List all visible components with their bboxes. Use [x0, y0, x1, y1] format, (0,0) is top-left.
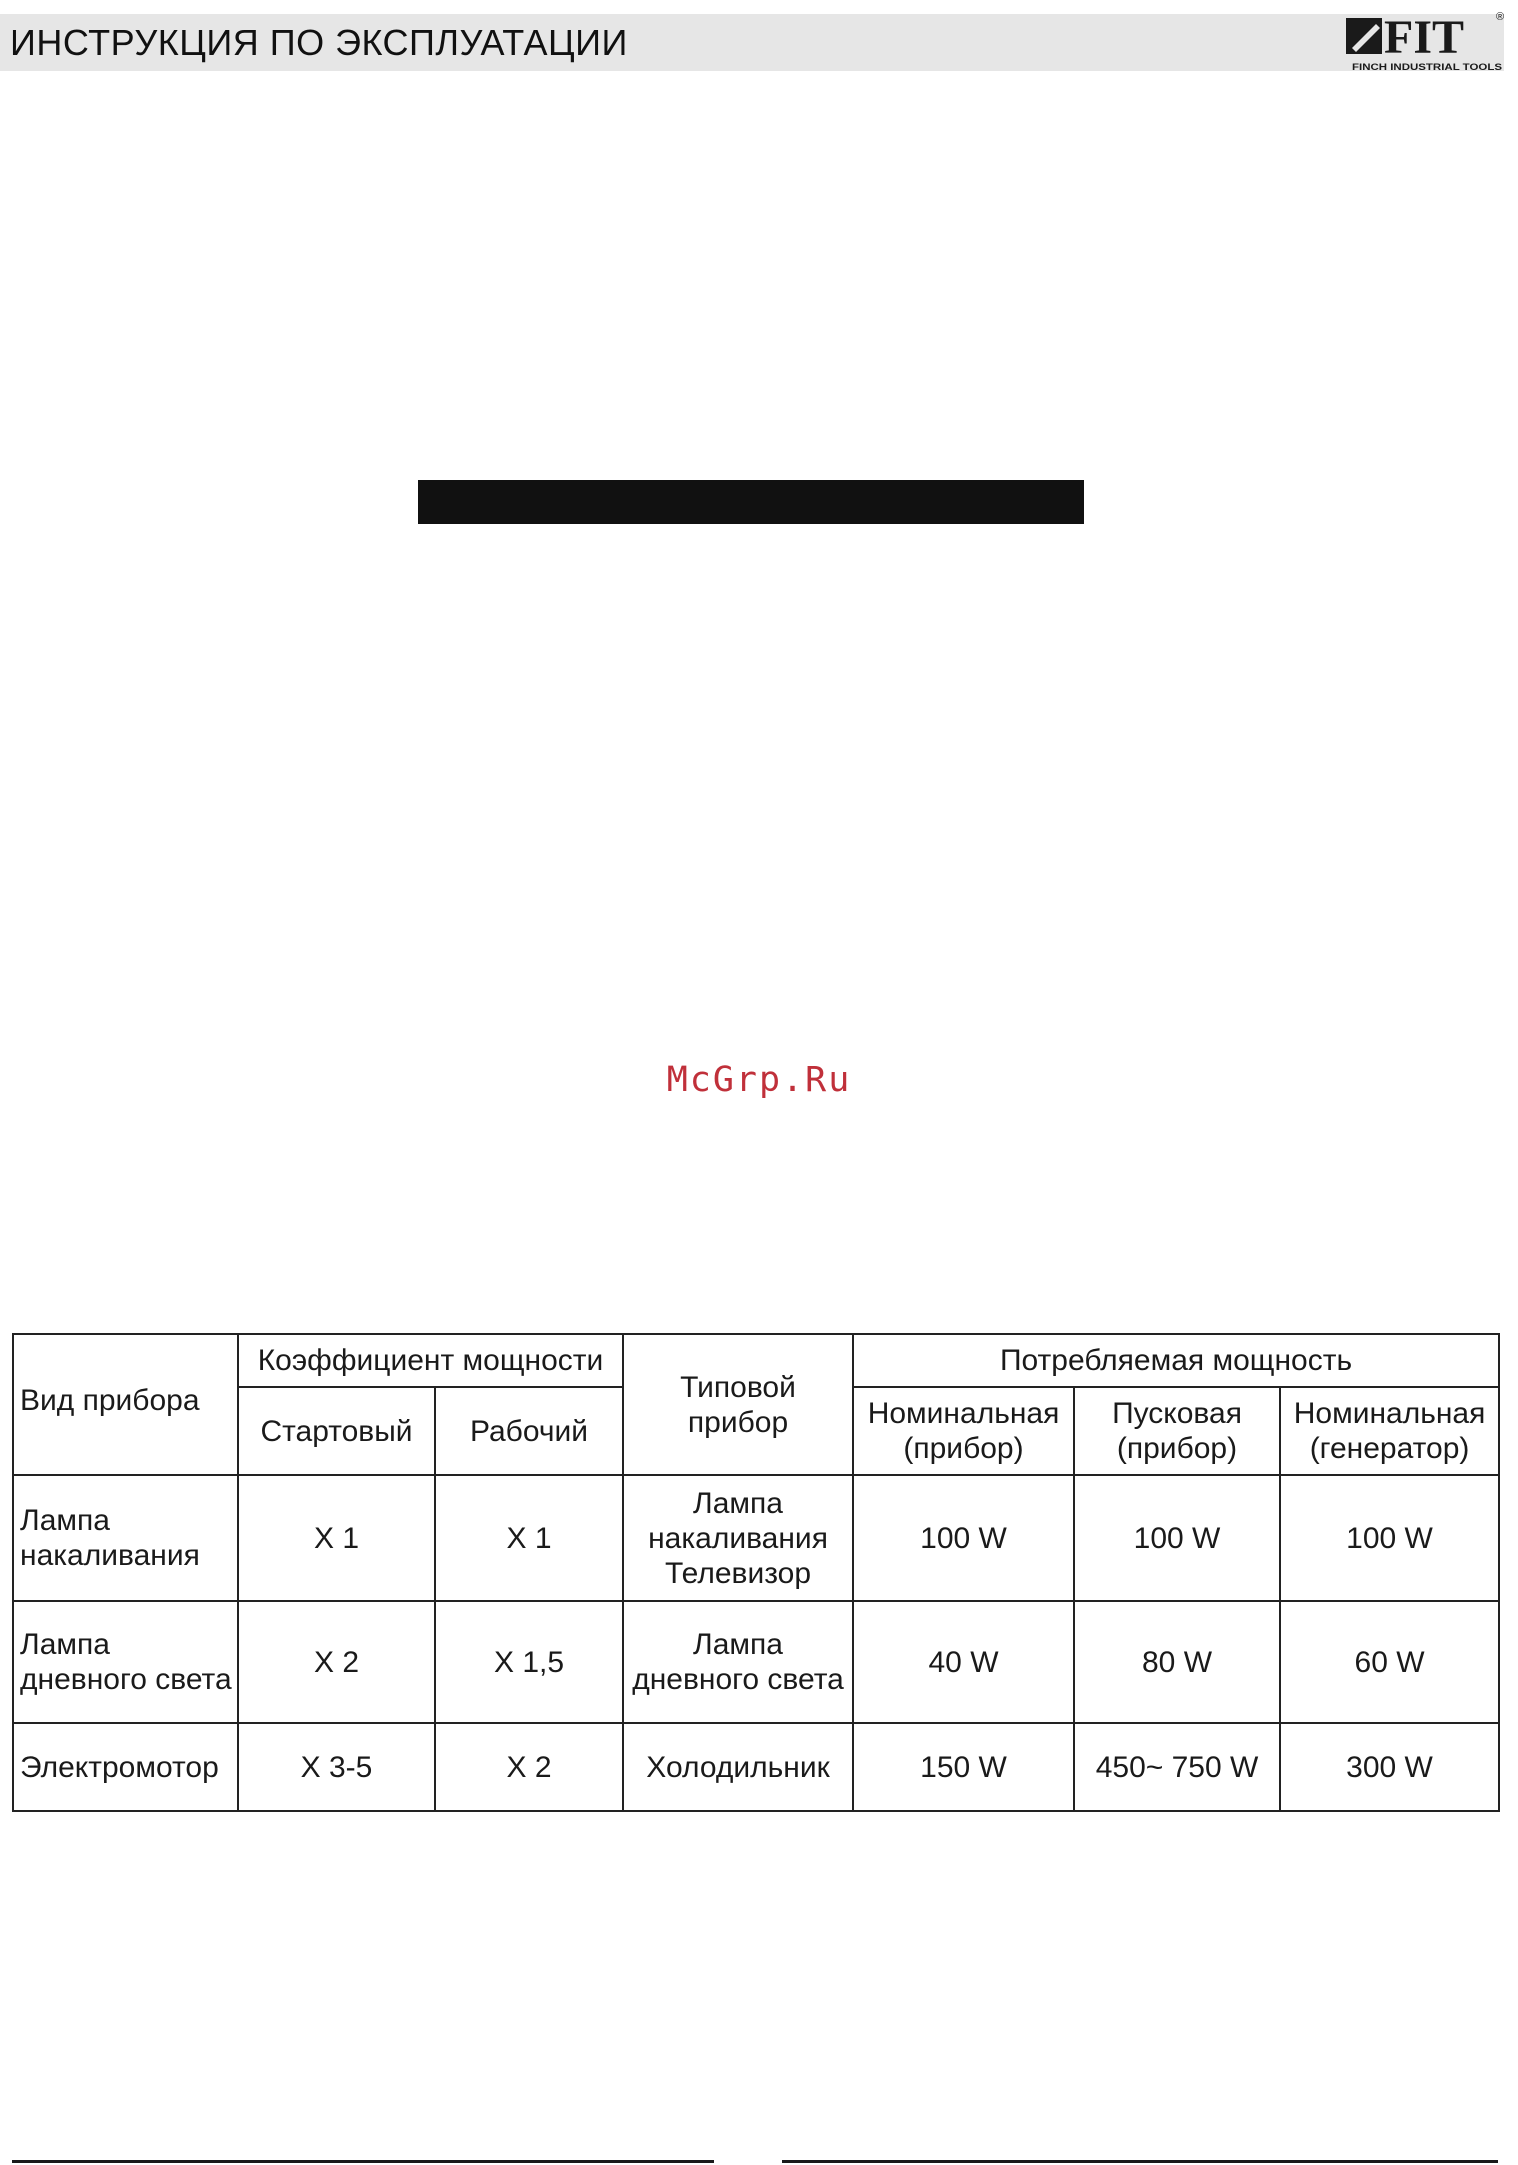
cell-starting: 80 W	[1074, 1601, 1280, 1723]
cell-device: Лампа дневного света	[13, 1601, 238, 1723]
header-power-coefficient: Коэффициент мощности	[238, 1334, 623, 1387]
watermark: McGrp.Ru	[666, 1060, 852, 1100]
cell-work-coef: X 2	[435, 1723, 623, 1811]
logo-tagline: FINCH INDUSTRIAL TOOLS	[1352, 62, 1502, 73]
table-row	[13, 1475, 1499, 1601]
table-row	[13, 1723, 1499, 1811]
cell-nominal: 150 W	[853, 1723, 1074, 1811]
cell-generator: 300 W	[1280, 1723, 1499, 1811]
header-working: Рабочий	[435, 1387, 623, 1475]
logo-wordmark: FIT	[1384, 11, 1465, 64]
header-nominal-device: Номинальная (прибор)	[853, 1387, 1074, 1475]
cell-start-coef: X 1	[238, 1475, 435, 1601]
header-device-type: Вид прибора	[13, 1334, 238, 1475]
cell-typical: Лампа накаливания Телевизор	[623, 1475, 853, 1601]
cell-typical: Лампа дневного света	[623, 1601, 853, 1723]
fit-logo	[1340, 6, 1508, 74]
footer-rule-right	[782, 2160, 1498, 2163]
cell-work-coef: X 1	[435, 1475, 623, 1601]
cell-nominal: 40 W	[853, 1601, 1074, 1723]
cell-device: Лампа накаливания	[13, 1475, 238, 1601]
header-consumed-power: Потребляемая мощность	[853, 1334, 1499, 1387]
cell-generator: 100 W	[1280, 1475, 1499, 1601]
cell-start-coef: X 2	[238, 1601, 435, 1723]
table-row	[13, 1601, 1499, 1723]
power-table	[12, 1333, 1500, 1812]
cell-generator: 60 W	[1280, 1601, 1499, 1723]
cell-starting: 450~ 750 W	[1074, 1723, 1280, 1811]
cell-typical: Холодильник	[623, 1723, 853, 1811]
registered-mark: ®	[1496, 11, 1505, 23]
black-band	[418, 480, 1084, 524]
page-title: ИНСТРУКЦИЯ ПО ЭКСПЛУАТАЦИИ	[10, 22, 628, 63]
cell-work-coef: X 1,5	[435, 1601, 623, 1723]
header-typical-device: Типовой прибор	[623, 1334, 853, 1475]
cell-start-coef: X 3-5	[238, 1723, 435, 1811]
cell-nominal: 100 W	[853, 1475, 1074, 1601]
header-starting: Стартовый	[238, 1387, 435, 1475]
cell-device: Электромотор	[13, 1723, 238, 1811]
cell-starting: 100 W	[1074, 1475, 1280, 1601]
footer-rule-left	[12, 2160, 714, 2163]
header-starting-device: Пусковая (прибор)	[1074, 1387, 1280, 1475]
header-nominal-generator: Номинальная (генератор)	[1280, 1387, 1499, 1475]
